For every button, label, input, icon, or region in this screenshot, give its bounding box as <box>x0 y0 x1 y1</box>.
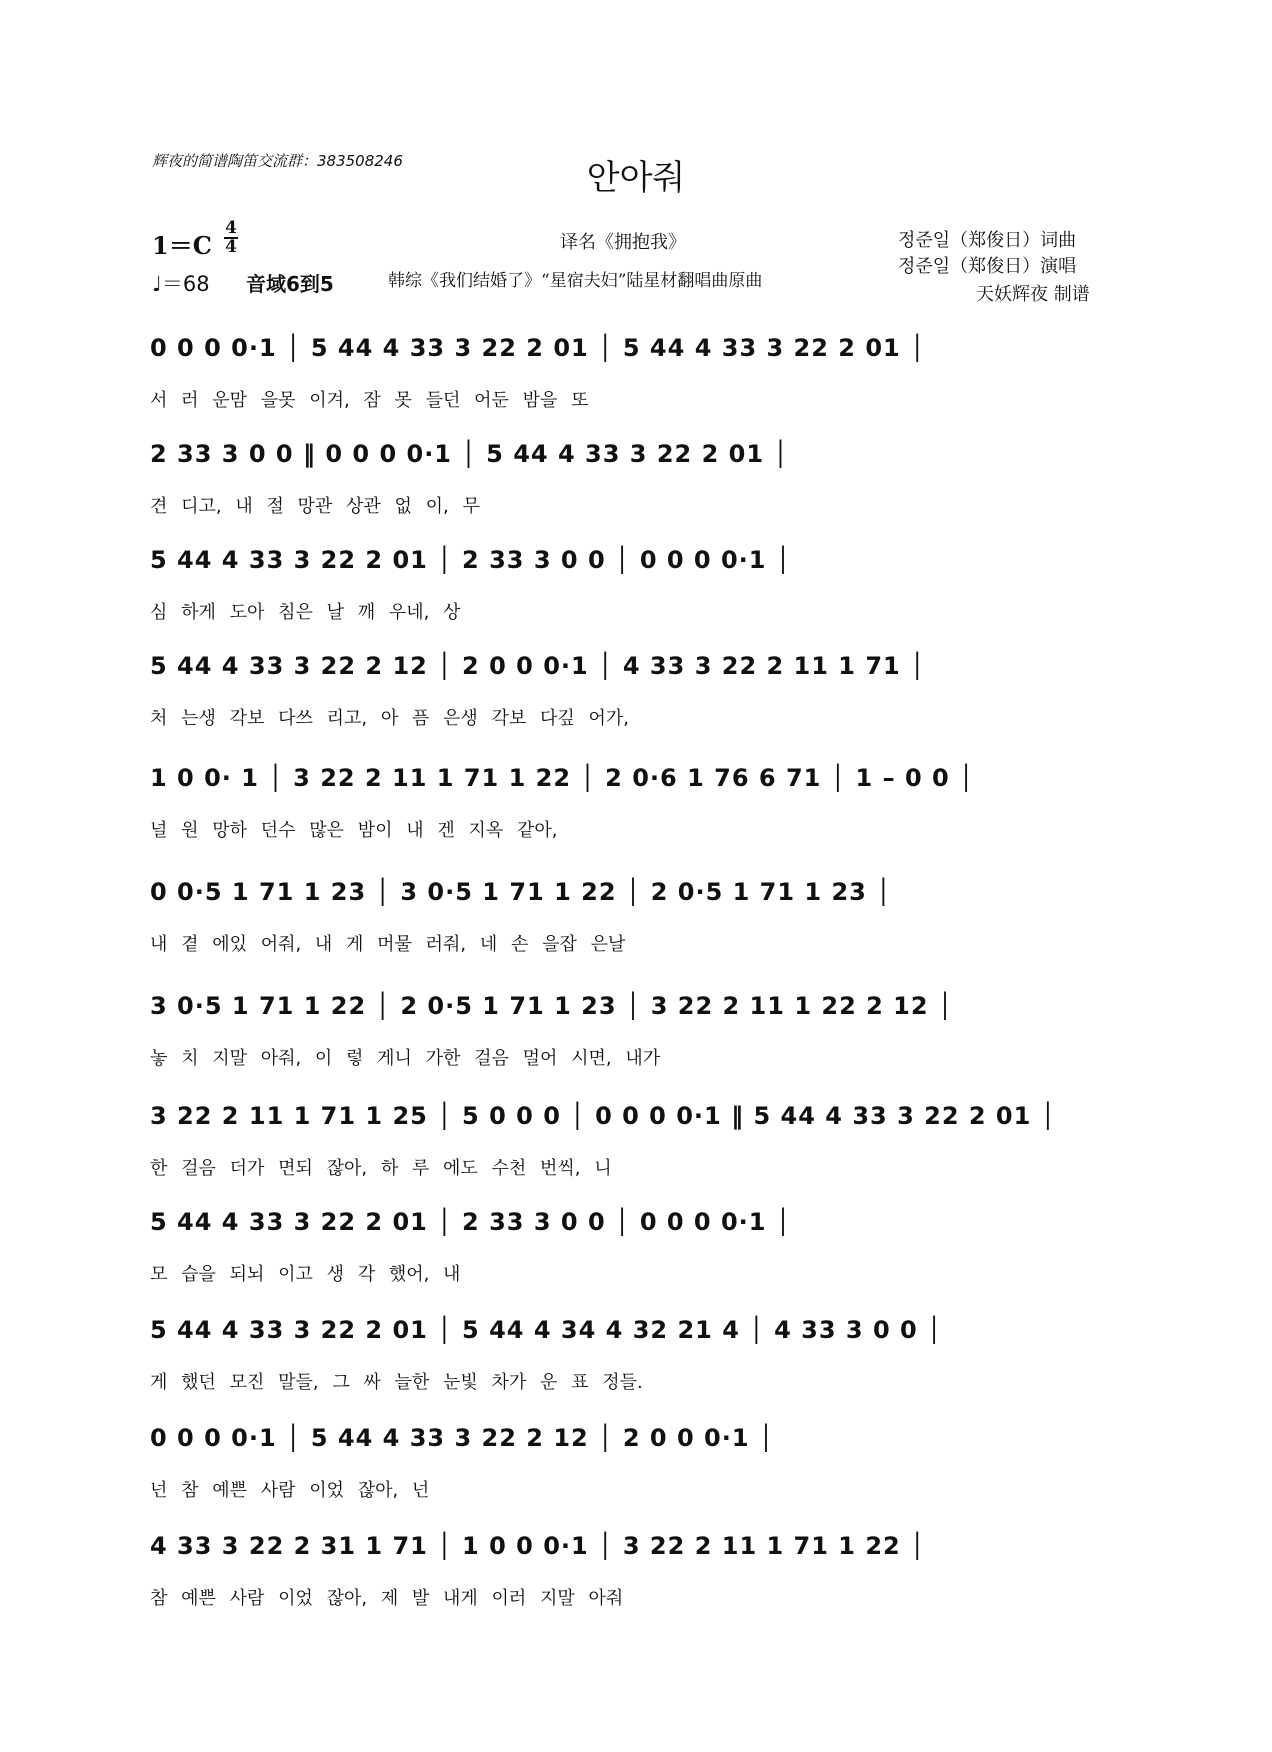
tempo-marking: ♩＝68 <box>152 272 210 296</box>
time-signature <box>224 220 238 256</box>
credit-arranger: 天妖辉夜 制谱 <box>976 284 1090 305</box>
score-row <box>150 878 1130 974</box>
notation-line: 5 44 4 33 3 22 2 01 │ 5 44 4 34 4 32 21 4 │ 4 33 3 0 0 │ <box>150 1316 943 1344</box>
notation-line: 5 44 4 33 3 22 2 01 │ 2 33 3 0 0 │ 0 0 0 0·1 │ <box>150 546 792 574</box>
score-row <box>150 1208 1130 1304</box>
score-row <box>150 1532 1130 1628</box>
lyrics-line: 견 디고, 내 절 망관 상관 없 이, 무 <box>150 496 480 517</box>
notation-line: 4 33 3 22 2 31 1 71 │ 1 0 0 0·1 │ 3 22 2 11 1 71 1 22 │ <box>150 1532 926 1560</box>
lyrics-line: 널 원 망하 던수 많은 밤이 내 겐 지옥 같아, <box>150 820 558 841</box>
lyrics-line: 놓 치 지말 아줘, 이 렇 게니 가한 걸음 멀어 시면, 내가 <box>150 1048 661 1069</box>
notation-line: 0 0 0 0·1 │ 5 44 4 33 3 22 2 01 │ 5 44 4 33 3 22 2 01 │ <box>150 334 926 362</box>
subtitle: 韩综《我们结婚了》“星宿夫妇”陆星材翻唱曲原曲 <box>388 271 763 291</box>
notation-line: 0 0·5 1 71 1 23 │ 3 0·5 1 71 1 22 │ 2 0·5 1 71 1 23 │ <box>150 878 892 906</box>
group-note: 辉夜的简谱陶笛交流群：383508246 <box>152 152 403 170</box>
notation-line: 3 22 2 11 1 71 1 25 │ 5 0 0 0 │ 0 0 0 0·1 ‖ 5 44 4 33 3 22 2 01 │ <box>150 1102 1057 1130</box>
translated-name: 译名《拥抱我》 <box>560 232 686 253</box>
lyrics-line: 내 곁 에있 어줘, 내 게 머물 러줘, 네 손 을잡 은날 <box>150 934 626 955</box>
lyrics-line: 게 했던 모진 말들, 그 싸 늘한 눈빛 차가 운 표 정들. <box>150 1372 643 1393</box>
vocal-range: 音域6到5 <box>246 272 334 296</box>
notation-line: 5 44 4 33 3 22 2 01 │ 2 33 3 0 0 │ 0 0 0 0·1 │ <box>150 1208 792 1236</box>
notation-line: 3 0·5 1 71 1 22 │ 2 0·5 1 71 1 23 │ 3 22 2 11 1 22 2 12 │ <box>150 992 954 1020</box>
score-row <box>150 546 1130 642</box>
credit-lyrics: 정준일（郑俊日）词曲 <box>898 230 1077 251</box>
lyrics-line: 서 러 운맘 을못 이겨, 잠 못 들던 어둔 밤을 또 <box>150 390 589 411</box>
score-row <box>150 1424 1130 1520</box>
score-row <box>150 1316 1130 1412</box>
score-row <box>150 334 1130 430</box>
notation-line: 1 0 0· 1 │ 3 22 2 11 1 71 1 22 │ 2 0·6 1 76 6 71 │ 1 – 0 0 │ <box>150 764 975 792</box>
score-row <box>150 1102 1130 1198</box>
lyrics-line: 넌 참 예쁜 사람 이었 잖아, 넌 <box>150 1480 430 1501</box>
score-row <box>150 992 1130 1088</box>
time-signature-top: 4 <box>225 218 237 238</box>
notation-line: 2 33 3 0 0 ‖ 0 0 0 0·1 │ 5 44 4 33 3 22 2 01 │ <box>150 440 789 468</box>
lyrics-line: 참 예쁜 사람 이었 잖아, 제 발 내게 이러 지말 아줘 <box>150 1588 624 1609</box>
credit-singer: 정준일（郑俊日）演唱 <box>898 256 1077 277</box>
lyrics-line: 한 걸음 더가 면되 잖아, 하 루 에도 수천 번씩, 니 <box>150 1158 612 1179</box>
notation-line: 5 44 4 33 3 22 2 12 │ 2 0 0 0·1 │ 4 33 3 22 2 11 1 71 │ <box>150 652 926 680</box>
score-row <box>150 440 1130 536</box>
lyrics-line: 처 는생 각보 다쓰 리고, 아 픔 은생 각보 다깊 어가, <box>150 708 630 729</box>
notation-line: 0 0 0 0·1 │ 5 44 4 33 3 22 2 12 │ 2 0 0 0·1 │ <box>150 1424 775 1452</box>
key-signature: 1＝C <box>152 231 212 260</box>
time-signature-bottom: 4 <box>225 237 237 257</box>
page-title: 안아줘 <box>586 158 686 198</box>
score-row <box>150 652 1130 748</box>
score-row <box>150 764 1130 860</box>
lyrics-line: 모 습을 되뇌 이고 생 각 했어, 내 <box>150 1264 461 1285</box>
lyrics-line: 심 하게 도아 침은 날 깨 우네, 상 <box>150 602 461 623</box>
